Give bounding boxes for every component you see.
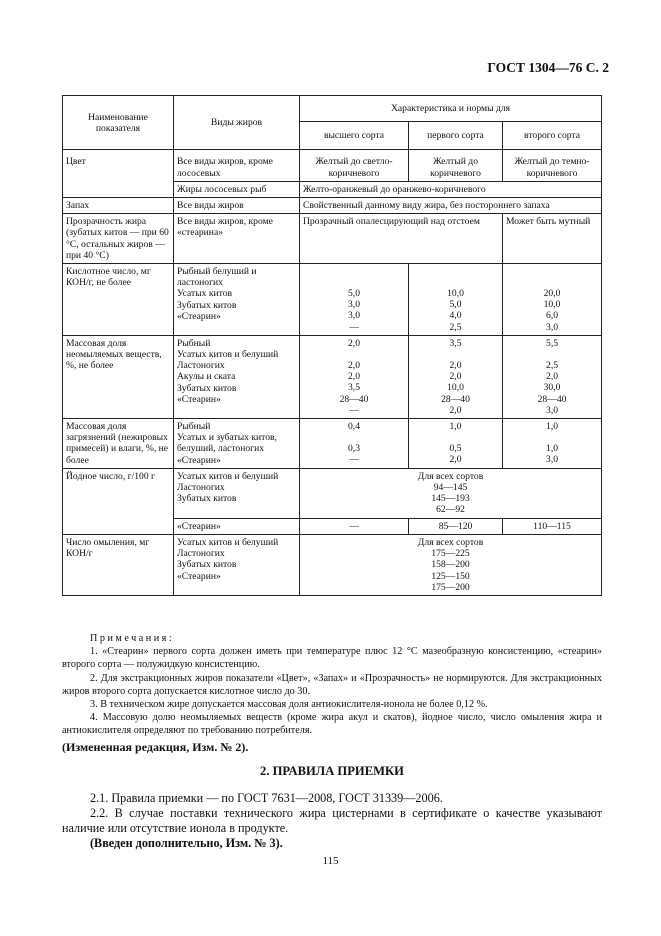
norms-table [62, 95, 602, 596]
fat-types [174, 335, 300, 418]
fat-type: Зубатых китов [177, 493, 237, 505]
fat-type: Акулы и ската [177, 371, 236, 383]
value: 1,0 [546, 443, 559, 455]
clause-2-1: 2.1. Правила приемки — по ГОСТ 7631—2008, ГОСТ 31339—2006. [90, 791, 443, 805]
fat-type: Жиры лососевых рыб [174, 181, 300, 197]
indicator-impurities: Массовая доля загрязнений (нежировых примесей) и влаги, %, не более [63, 419, 174, 469]
fat-type: Зубатых китов [177, 382, 237, 394]
value: 2,0 [348, 360, 360, 372]
value-all: Свойственный данному виду жира, без постороннего запаха [300, 198, 602, 214]
note-1: 1. «Стеарин» первого сорта должен иметь при температуре плюс 12 °С мазеобразную консистенцию, «стеарин» второго сорта — полужидкую консистенцию. [62, 646, 602, 671]
value: 3,0 [546, 404, 559, 416]
values-all-grades [300, 534, 602, 595]
column-header-fat-type: Виды жиров [174, 96, 300, 150]
value: 2,0 [449, 454, 462, 466]
value: 5,0 [449, 299, 462, 311]
fat-type: Все виды жиров, кроме лососевых [174, 150, 300, 181]
value: 0,5 [449, 443, 462, 455]
value: 3,0 [348, 310, 360, 322]
value: 1,0 [546, 421, 559, 433]
value: 2,5 [546, 360, 559, 372]
table-notes [62, 632, 602, 754]
fat-type: Рыбный [177, 337, 211, 349]
note-2: 2. Для экстракционных жиров показатели «Цвет», «Запах» и «Прозрачность» не нормируются. Для экстракционных жиров второго сорта допускается кислотное число до 30. [62, 672, 602, 697]
fat-types [174, 419, 300, 469]
table-row [63, 419, 602, 469]
value: 3,5 [348, 382, 360, 394]
fat-type: Зубатых китов [177, 299, 237, 311]
value: 0,4 [348, 421, 360, 433]
value: 5,0 [348, 288, 360, 300]
fat-type: Усатых китов и белуший [177, 349, 279, 361]
value: 3,0 [546, 454, 559, 466]
fat-type: «Стеарин» [174, 518, 300, 534]
amendment-note: (Введен дополнительно, Изм. № 3). [90, 836, 283, 850]
table-row [63, 468, 602, 518]
value-top-first: Прозрачный опалесцирующий над отстоем [300, 214, 503, 264]
fat-type: Ластоногих [177, 482, 225, 494]
fat-type: Все виды жиров, кроме «стеарина» [174, 214, 300, 264]
value: 94—145 [433, 482, 468, 494]
value-second: Может быть мутный [503, 214, 602, 264]
amendment-note: (Измененная редакция, Изм. № 2). [62, 739, 249, 754]
value: 3,5 [449, 337, 462, 349]
value: — [349, 454, 359, 466]
note-4: 4. Массовую долю неомыляемых веществ (кроме жира акул и скатов), йодное число, число омыления жира и антиокислителя определяют по требованию потребителя. [62, 712, 602, 737]
value-second: Желтый до темно-коричневого [503, 150, 602, 181]
table-row [63, 335, 602, 418]
values-top [300, 264, 409, 336]
fat-types [174, 468, 300, 518]
fat-type: Ластоногих [177, 360, 225, 372]
value: 2,0 [449, 404, 462, 416]
value: 4,0 [449, 310, 462, 322]
notes-title: Примечания: [90, 633, 175, 644]
value: 2,0 [449, 371, 462, 383]
value: 6,0 [546, 310, 559, 322]
table-row [63, 264, 602, 336]
column-header-grade-second: второго сорта [503, 122, 602, 150]
indicator-color: Цвет [63, 150, 174, 198]
value-top: Желтый до светло-коричневого [300, 150, 409, 181]
value: 0,3 [348, 443, 360, 455]
value: 30,0 [543, 382, 561, 394]
values-second [503, 264, 602, 336]
fat-type: Усатых китов [177, 288, 233, 300]
fat-type: Усатых китов и белуший [177, 470, 279, 482]
indicator-unsaponifiable: Массовая доля неомыляемых веществ, %, не более [63, 335, 174, 418]
fat-type: «Стеарин» [177, 310, 221, 322]
value: 2,0 [348, 337, 360, 349]
value: 10,0 [447, 288, 464, 300]
value: — [349, 321, 359, 333]
value: 1,0 [449, 421, 462, 433]
table-row [63, 534, 602, 595]
fat-type: «Стеарин» [177, 454, 221, 466]
value: 145—193 [431, 493, 470, 505]
value: 125—150 [431, 570, 470, 582]
values-first [409, 335, 503, 418]
value: 20,0 [543, 288, 561, 300]
value: 175—225 [431, 548, 470, 560]
value: 175—200 [431, 581, 470, 593]
all-grades-label: Для всех сортов [417, 470, 484, 482]
value-first: 85—120 [409, 518, 503, 534]
clause-2-2: 2.2. В случае поставки технического жира цистернами в сертификате о качестве указывают наличие или отсутствие ионола в продукте. [62, 806, 602, 835]
indicator-transparency: Прозрачность жира (зубатых китов — при 60 °С, остальных жиров — при 40 °С) [63, 214, 174, 264]
column-header-grade-first: первого сорта [409, 122, 503, 150]
section-title: 2. ПРАВИЛА ПРИЕМКИ [260, 764, 404, 778]
value: 28—40 [339, 393, 369, 405]
column-header-indicator: Наименование показателя [63, 96, 174, 150]
value-second: 110—115 [503, 518, 602, 534]
values-first [409, 419, 503, 469]
indicator-acid: Кислотное число, мг КОН/г, не более [63, 264, 174, 336]
value: 10,0 [543, 299, 561, 311]
values-top [300, 419, 409, 469]
note-3: 3. В техническом жире допускается массовая доля антиокислителя-ионола не более 0,12 %. [90, 699, 488, 711]
fat-types [174, 264, 300, 336]
indicator-iodine: Йодное число, г/100 г [63, 468, 174, 534]
value: 3,0 [546, 321, 559, 333]
all-grades-label: Для всех сортов [417, 536, 484, 548]
column-header-grade-top: высшего сорта [300, 122, 409, 150]
value: 2,0 [546, 371, 559, 383]
fat-type: Ластоногих [177, 548, 225, 560]
value: 3,0 [348, 299, 360, 311]
value-first: Желтый до коричневого [409, 150, 503, 181]
value: 10,0 [447, 382, 464, 394]
value: 2,5 [449, 321, 462, 333]
value: 28—40 [441, 393, 470, 405]
value: 2,0 [348, 371, 360, 383]
fat-type: Все виды жиров [174, 198, 300, 214]
value-top: — [300, 518, 409, 534]
fat-type: Рыбный [177, 421, 211, 433]
value: 62—92 [436, 504, 465, 516]
table-row [63, 198, 602, 214]
value: 28—40 [537, 393, 567, 405]
table-row [63, 214, 602, 264]
value: 5,5 [546, 337, 559, 349]
value-all: Желто-оранжевый до оранжево-коричневого [300, 181, 602, 197]
column-header-norms: Характеристика и нормы для [300, 96, 602, 122]
fat-types [174, 534, 300, 595]
section-acceptance [62, 764, 602, 851]
values-first [409, 264, 503, 336]
fat-type: «Стеарин» [177, 570, 221, 582]
indicator-smell: Запах [63, 198, 174, 214]
indicator-saponification: Число омыления, мг КОН/г [63, 534, 174, 595]
value: — [349, 404, 359, 416]
fat-type: «Стеарин» [177, 393, 221, 405]
value: 158—200 [431, 559, 470, 571]
table-row [63, 150, 602, 181]
values-top [300, 335, 409, 418]
fat-type: Усатых и зубатых китов, белуший, ластоногих [177, 432, 277, 455]
value: 2,0 [449, 360, 462, 372]
fat-type: Рыбный белуший и ластоногих [177, 266, 257, 289]
values-second [503, 335, 602, 418]
fat-type: Зубатых китов [177, 559, 237, 571]
page-header: ГОСТ 1304—76 С. 2 [487, 60, 609, 75]
values-all-grades [300, 468, 602, 518]
values-second [503, 419, 602, 469]
page-number: 115 [322, 855, 339, 867]
fat-type: Усатых китов и белуший [177, 536, 279, 548]
